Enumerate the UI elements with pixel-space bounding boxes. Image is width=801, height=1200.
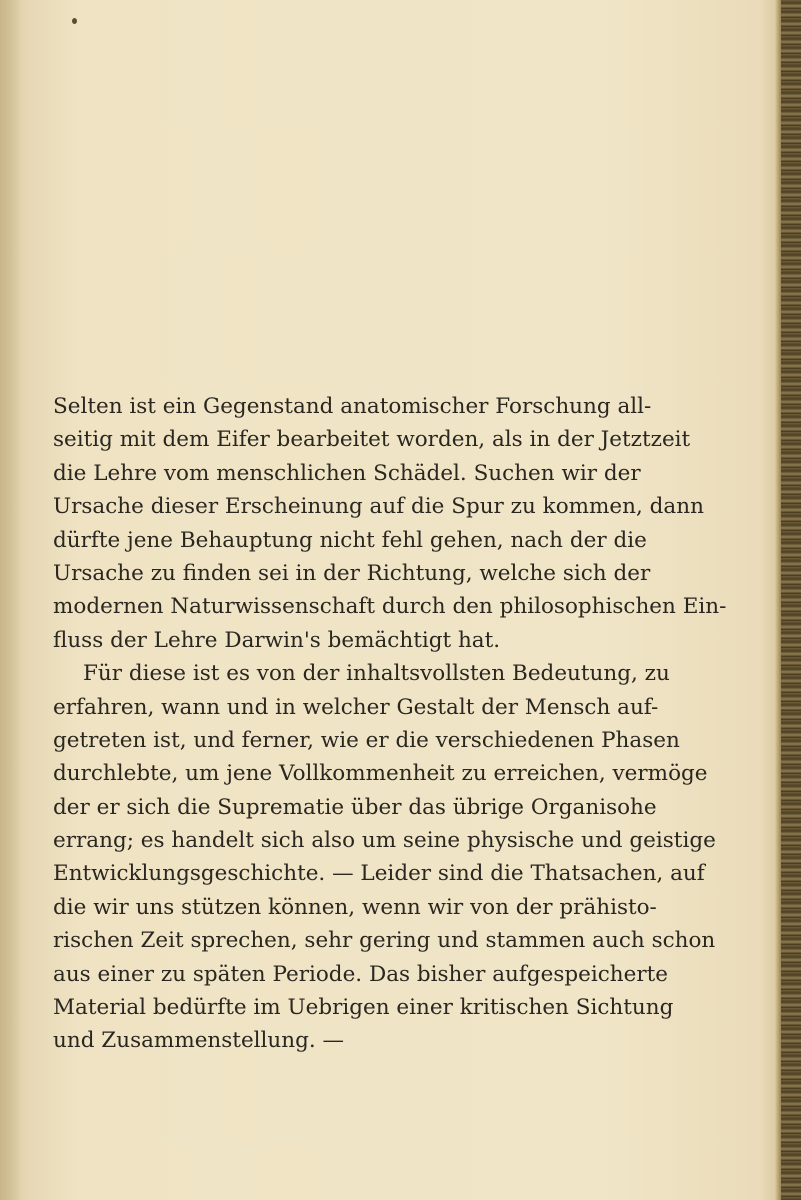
paragraph-2 <box>53 657 716 1058</box>
text-line: modernen Naturwissenschaft durch den philosophischen Ein- <box>53 594 727 620</box>
text-line: Für diese ist es von der inhaltsvollsten Bedeutung, zu <box>83 661 670 687</box>
text-line: errang; es handelt sich also um seine physische und geistige <box>53 828 716 854</box>
page-left-shadow <box>0 0 22 1200</box>
book-binding-edge <box>781 0 801 1200</box>
text-line: durchlebte, um jene Vollkommenheit zu erreichen, vermöge <box>53 761 708 787</box>
text-line: erfahren, wann und in welcher Gestalt der Mensch auf- <box>53 694 659 720</box>
text-line: Ursache zu finden sei in der Richtung, welche sich der <box>53 560 651 586</box>
text-line: Entwicklungsgeschichte. — Leider sind die Thatsachen, auf <box>53 861 705 887</box>
text-line: dürfte jene Behauptung nicht fehl gehen, nach der die <box>53 527 647 553</box>
text-line: die wir uns stützen können, wenn wir von der prähisto- <box>53 894 657 920</box>
text-line: rischen Zeit sprechen, sehr gering und stammen auch schon <box>53 928 716 954</box>
body-text <box>53 390 727 1058</box>
paragraph-1 <box>53 390 727 657</box>
text-line: getreten ist, und ferner, wie er die verschiedenen Phasen <box>53 727 680 753</box>
text-line: der er sich die Suprematie über das übrige Organisohe <box>53 794 657 820</box>
text-line: Material bedürfte im Uebrigen einer kritischen Sichtung <box>53 995 674 1021</box>
text-line: Selten ist ein Gegenstand anatomischer Forschung all- <box>53 394 652 419</box>
text-line: die Lehre vom menschlichen Schädel. Suchen wir der <box>53 460 641 486</box>
text-line: fluss der Lehre Darwin's bemächtigt hat. <box>53 627 501 653</box>
text-line: Ursache dieser Erscheinung auf die Spur zu kommen, dann <box>53 494 704 520</box>
ink-speck <box>72 18 77 24</box>
text-line: und Zusammenstellung. — <box>53 1028 345 1054</box>
text-line: seitig mit dem Eifer bearbeitet worden, als in der Jetztzeit <box>53 427 691 453</box>
text-line: aus einer zu späten Periode. Das bisher aufgespeicherte <box>53 961 668 987</box>
